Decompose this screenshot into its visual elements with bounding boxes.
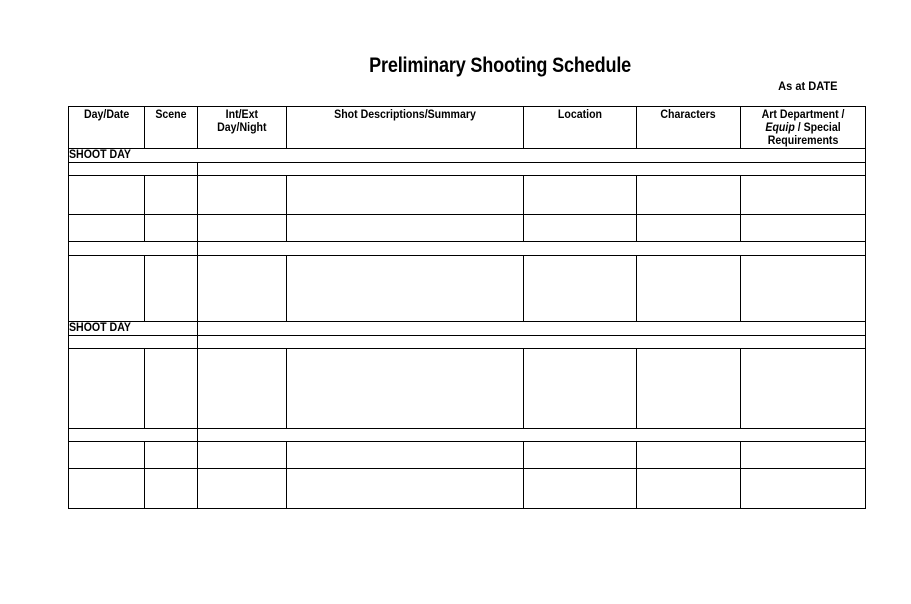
header-art-equip: Equip	[765, 122, 795, 134]
cell-int-ext[interactable]	[198, 256, 287, 322]
schedule-row	[69, 256, 866, 322]
schedule-row	[69, 442, 866, 469]
header-shot-descriptions: Shot Descriptions/Summary	[287, 107, 524, 149]
spacer-cell	[198, 429, 866, 442]
spacer-cell	[198, 163, 866, 176]
shoot-day-row	[69, 322, 866, 336]
cell-scene[interactable]	[145, 256, 198, 322]
cell-int-ext[interactable]	[198, 469, 287, 509]
as-at-date: As at DATE	[777, 79, 837, 93]
spacer-cell	[198, 336, 866, 349]
cell-shot-description[interactable]	[287, 215, 524, 242]
shoot-day-row	[69, 149, 866, 163]
cell-day-date[interactable]	[69, 256, 145, 322]
spacer-cell	[69, 242, 198, 256]
cell-art-department[interactable]	[741, 256, 866, 322]
cell-characters[interactable]	[637, 469, 741, 509]
shoot-day-fill	[198, 322, 866, 336]
header-int-ext	[198, 107, 287, 149]
header-row	[69, 107, 866, 149]
cell-location[interactable]	[524, 349, 637, 429]
cell-day-date[interactable]	[69, 215, 145, 242]
cell-art-department[interactable]	[741, 215, 866, 242]
cell-characters[interactable]	[637, 442, 741, 469]
cell-shot-description[interactable]	[287, 349, 524, 429]
cell-shot-description[interactable]	[287, 442, 524, 469]
schedule-row	[69, 215, 866, 242]
spacer-row	[69, 242, 866, 256]
cell-day-date[interactable]	[69, 176, 145, 215]
shoot-day-label: SHOOT DAY	[69, 149, 866, 163]
cell-scene[interactable]	[145, 349, 198, 429]
cell-day-date[interactable]	[69, 442, 145, 469]
cell-int-ext[interactable]	[198, 442, 287, 469]
cell-location[interactable]	[524, 215, 637, 242]
shooting-schedule-table	[68, 106, 866, 509]
cell-scene[interactable]	[145, 469, 198, 509]
cell-shot-description[interactable]	[287, 469, 524, 509]
spacer-cell	[69, 336, 198, 349]
cell-location[interactable]	[524, 176, 637, 215]
header-int-ext-line2: Day/Night	[217, 122, 267, 134]
cell-shot-description[interactable]	[287, 256, 524, 322]
header-art-line2: / Special	[794, 122, 841, 134]
spacer-row	[69, 429, 866, 442]
cell-art-department[interactable]	[741, 176, 866, 215]
schedule-row	[69, 176, 866, 215]
cell-day-date[interactable]	[69, 349, 145, 429]
cell-art-department[interactable]	[741, 349, 866, 429]
cell-location[interactable]	[524, 442, 637, 469]
header-location: Location	[524, 107, 637, 149]
cell-characters[interactable]	[637, 215, 741, 242]
header-characters: Characters	[637, 107, 741, 149]
spacer-row	[69, 163, 866, 176]
cell-int-ext[interactable]	[198, 215, 287, 242]
cell-characters[interactable]	[637, 176, 741, 215]
header-day-date: Day/Date	[69, 107, 145, 149]
schedule-row	[69, 349, 866, 429]
cell-characters[interactable]	[637, 256, 741, 322]
cell-art-department[interactable]	[741, 469, 866, 509]
cell-shot-description[interactable]	[287, 176, 524, 215]
page-title: Preliminary Shooting Schedule	[369, 54, 632, 77]
header-scene: Scene	[145, 107, 198, 149]
spacer-row	[69, 336, 866, 349]
cell-scene[interactable]	[145, 215, 198, 242]
cell-location[interactable]	[524, 469, 637, 509]
shoot-day-label: SHOOT DAY	[69, 322, 198, 336]
cell-art-department[interactable]	[741, 442, 866, 469]
header-int-ext-line1: Int/Ext	[225, 109, 259, 121]
schedule-row	[69, 469, 866, 509]
spacer-cell	[198, 242, 866, 256]
spacer-cell	[69, 429, 198, 442]
spacer-cell	[69, 163, 198, 176]
header-art-line3: Requirements	[767, 135, 839, 147]
cell-location[interactable]	[524, 256, 637, 322]
cell-scene[interactable]	[145, 442, 198, 469]
header-art-department	[741, 107, 866, 149]
cell-scene[interactable]	[145, 176, 198, 215]
header-art-line1: Art Department /	[761, 109, 845, 121]
cell-int-ext[interactable]	[198, 176, 287, 215]
cell-day-date[interactable]	[69, 469, 145, 509]
cell-int-ext[interactable]	[198, 349, 287, 429]
cell-characters[interactable]	[637, 349, 741, 429]
